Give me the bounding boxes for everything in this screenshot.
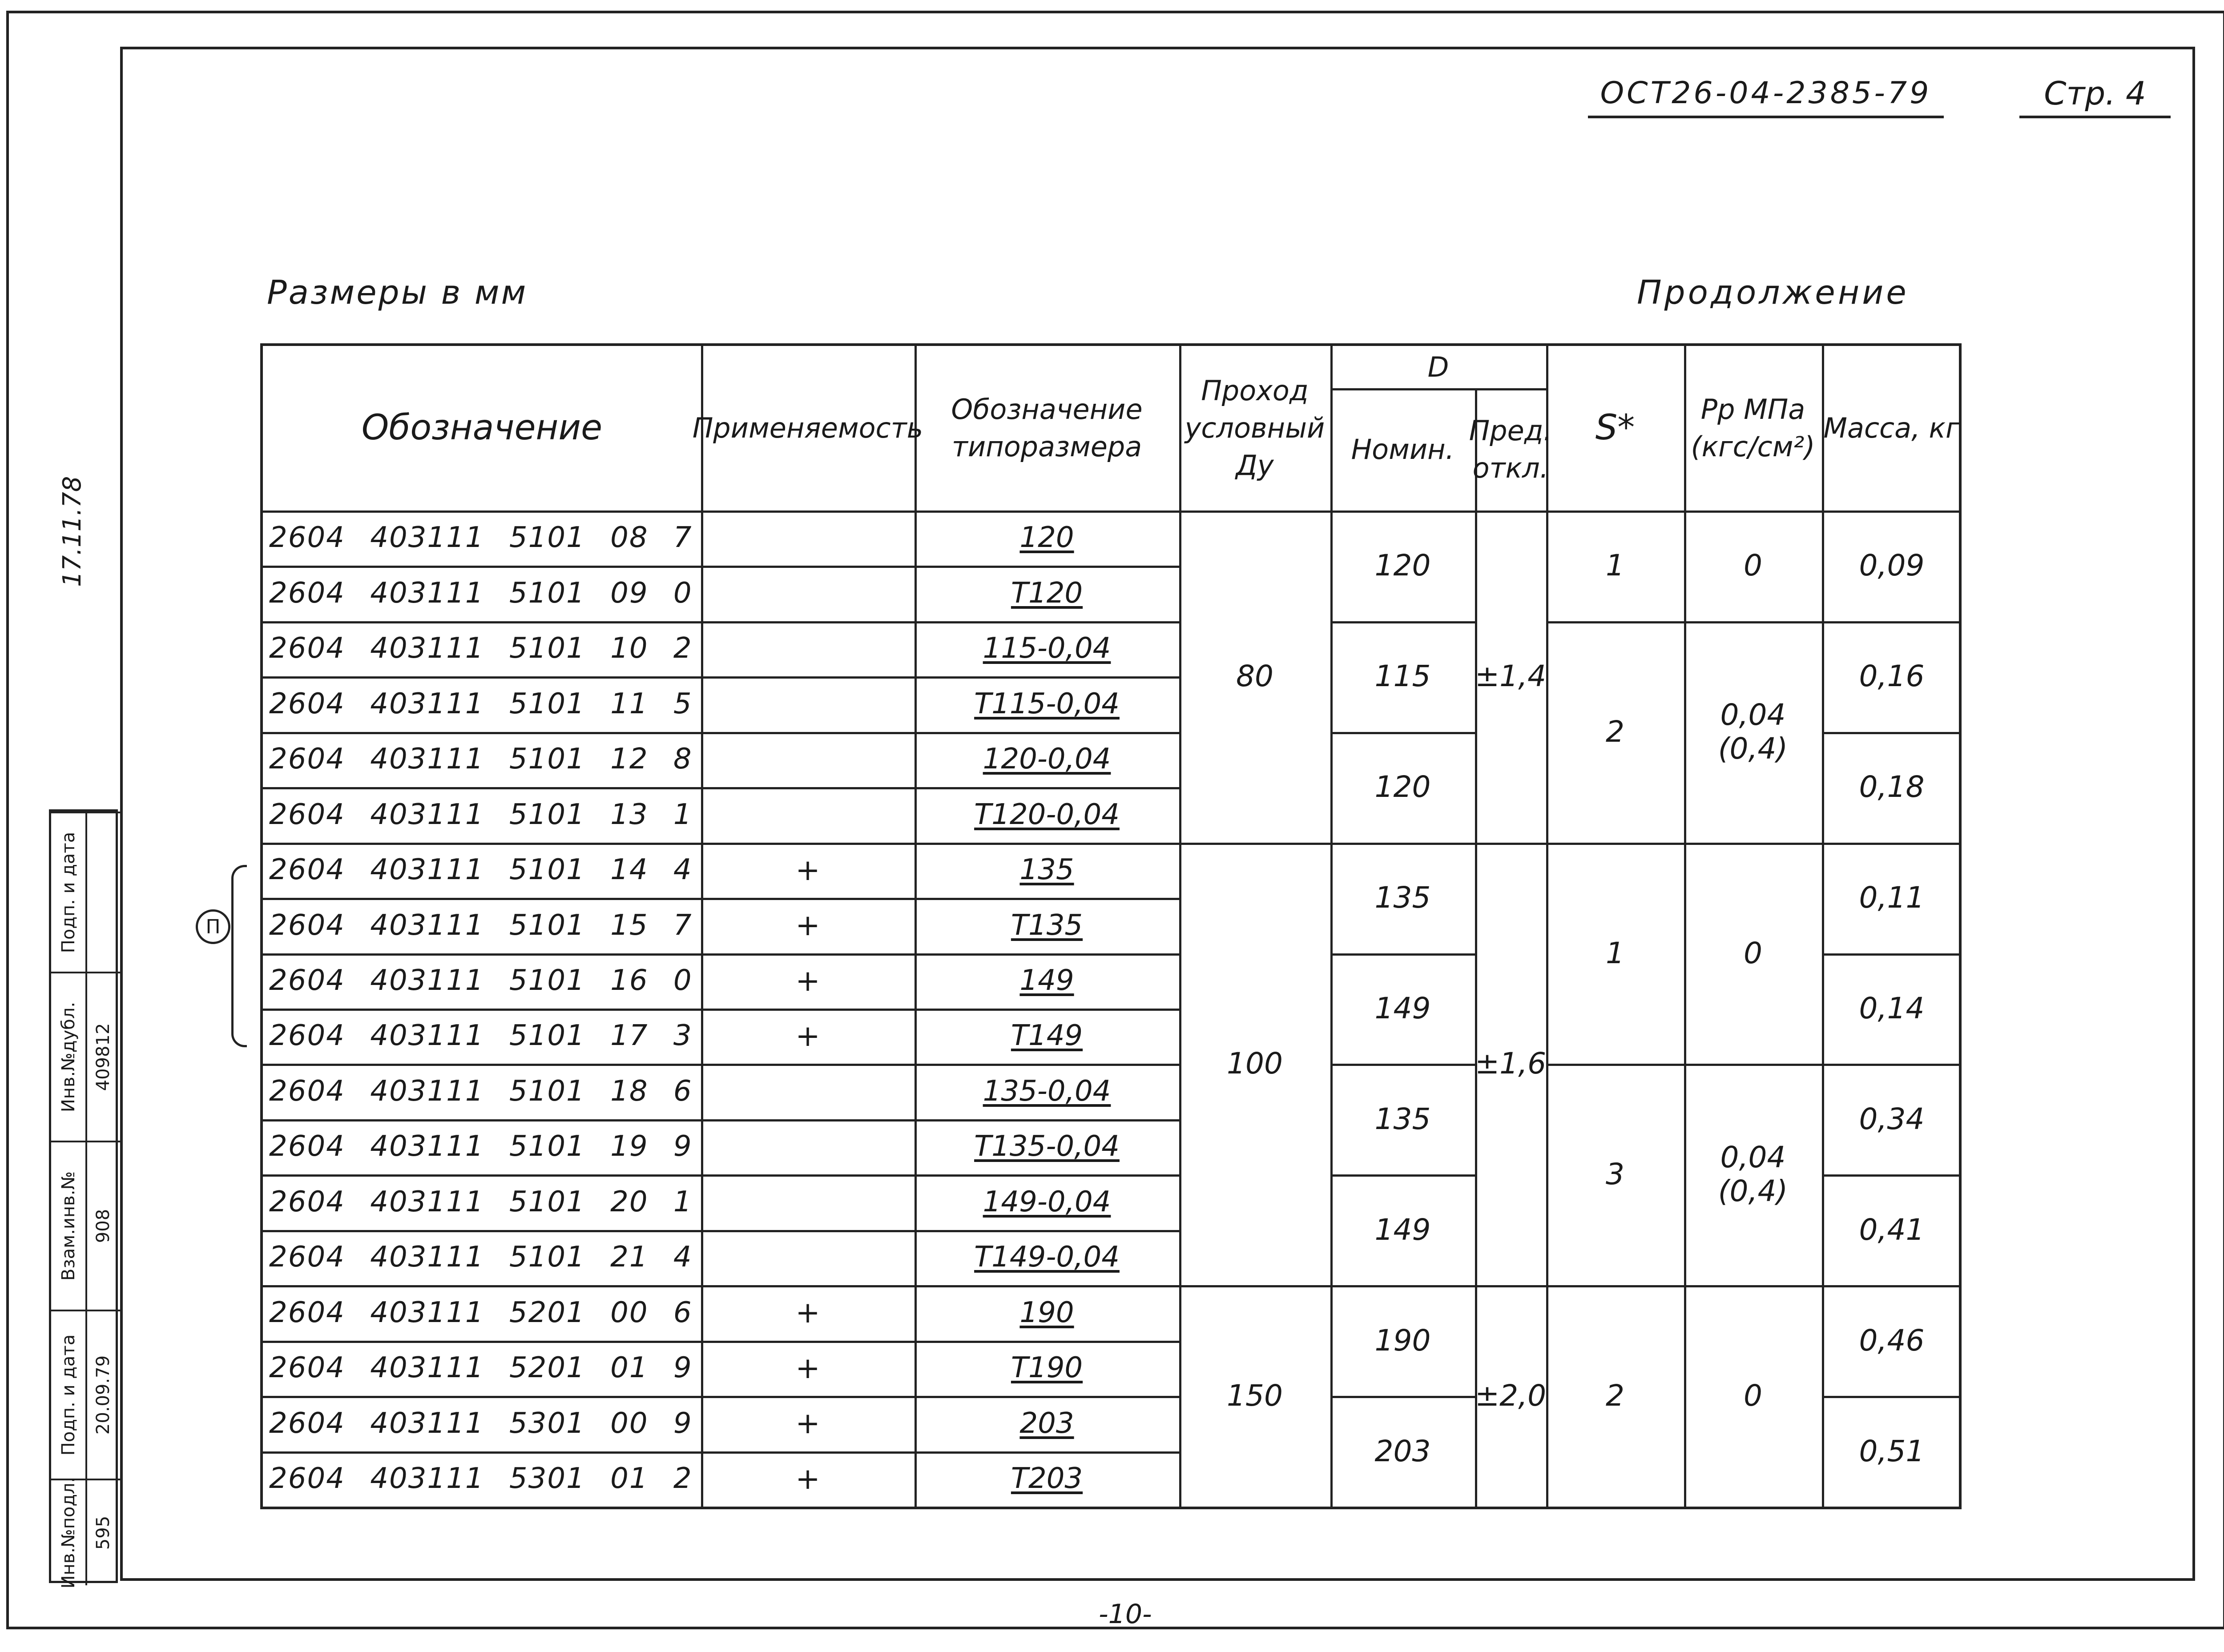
table-row-typesize: Т149 — [1011, 1019, 1083, 1053]
table-row-applicability: + — [795, 1295, 820, 1330]
continuation-label: Продолжение — [1637, 273, 1909, 312]
table-row-designation: 2604 403111 5101 08 7 — [269, 521, 693, 555]
table-row-typesize: Т115-0,04 — [974, 687, 1120, 720]
table-row-designation: 2604 403111 5101 11 5 — [269, 687, 693, 720]
table-row-typesize: Т120 — [1011, 576, 1083, 610]
d-tolerance-group: ±2,0 — [1475, 1379, 1547, 1413]
table-row-typesize: Т120-0,04 — [974, 798, 1120, 831]
d-nominal-group: 135 — [1374, 1101, 1431, 1136]
table-row-applicability — [701, 676, 915, 732]
mass-group: 0,46 — [1859, 1323, 1925, 1358]
d-nominal-group: 120 — [1374, 770, 1431, 804]
pressure-group: 0 — [1744, 548, 1762, 583]
mass-group: 0,16 — [1859, 659, 1925, 694]
stamp-grid — [51, 812, 120, 1589]
table-row-typesize: Т190 — [1011, 1351, 1083, 1385]
table-row-designation: 2604 403111 5101 17 3 — [269, 1019, 693, 1053]
stamp-value: 409812 — [86, 972, 120, 1141]
table-row-typesize: 135 — [1019, 853, 1074, 887]
mass-group: 0,41 — [1859, 1212, 1925, 1247]
table-row-designation: 2604 403111 5101 15 7 — [269, 908, 693, 942]
table-row-designation: 2604 403111 5101 19 9 — [269, 1130, 693, 1163]
pressure-group: 0 — [1744, 936, 1762, 970]
table-row-applicability: + — [795, 1351, 820, 1385]
pressure-group: 0,04 (0,4) — [1718, 1140, 1788, 1209]
table-row-typesize: Т135 — [1011, 908, 1083, 942]
table-row-applicability: + — [795, 1019, 820, 1053]
table-row-designation: 2604 403111 5201 01 9 — [269, 1351, 693, 1385]
mass-group: 0,14 — [1859, 991, 1925, 1026]
table-row-applicability — [701, 1064, 915, 1119]
header-mass: Масса, кг — [1823, 412, 1960, 445]
mass-group: 0,11 — [1859, 880, 1925, 915]
stamp-labels-row — [51, 812, 87, 1589]
table-row-typesize: 149 — [1019, 964, 1074, 997]
mass-group: 0,18 — [1859, 770, 1925, 804]
footer-page-number: -10- — [1099, 1599, 1152, 1630]
table-row-applicability: + — [795, 1461, 820, 1496]
table-row-applicability: + — [795, 1406, 820, 1441]
d-nominal-group: 190 — [1374, 1323, 1431, 1358]
table-row-applicability — [701, 732, 915, 787]
table-row-typesize: 190 — [1019, 1296, 1074, 1329]
header-designation: Обозначение — [361, 408, 603, 448]
table-row-typesize: 120-0,04 — [983, 743, 1111, 776]
table-row-designation: 2604 403111 5101 21 4 — [269, 1241, 693, 1274]
stamp-value: 908 — [86, 1141, 120, 1310]
table-row-typesize: 149-0,04 — [983, 1185, 1111, 1218]
s-group: 3 — [1606, 1157, 1624, 1192]
table-row-applicability — [701, 566, 915, 621]
table-row-applicability — [701, 1230, 915, 1285]
table-row-typesize: Т149-0,04 — [974, 1241, 1120, 1274]
mass-group: 0,34 — [1859, 1101, 1925, 1136]
table-row-applicability — [701, 621, 915, 676]
units-label: Размеры в мм — [267, 273, 528, 312]
table-row-designation: 2604 403111 5101 20 1 — [269, 1185, 693, 1218]
s-group: 2 — [1606, 1379, 1624, 1413]
table-row-typesize: 203 — [1019, 1407, 1074, 1440]
dn-group: 80 — [1236, 659, 1273, 694]
table-row-designation: 2604 403111 5101 14 4 — [269, 853, 693, 887]
d-nominal-group: 135 — [1374, 880, 1431, 915]
s-group: 1 — [1606, 936, 1624, 970]
dimensions-table — [260, 343, 1962, 1509]
pressure-group: 0,04 (0,4) — [1718, 697, 1788, 766]
header-dn: Проход условный Ду — [1185, 374, 1325, 482]
table-row-applicability — [701, 1174, 915, 1230]
header-d-nominal: Номин. — [1351, 433, 1454, 466]
stamp-value — [86, 812, 120, 972]
table-row-applicability: + — [795, 908, 820, 943]
group-marker: П — [196, 909, 230, 944]
pressure-group: 0 — [1744, 1379, 1762, 1413]
stamp-label: Взам.инв.№ — [51, 1141, 85, 1310]
table-row-designation: 2604 403111 5301 00 9 — [269, 1407, 693, 1440]
group-brace — [231, 865, 247, 1047]
header-applicability: Применяемость — [692, 412, 923, 445]
s-group: 1 — [1606, 548, 1624, 583]
header-d: D — [1427, 350, 1449, 383]
table-row-designation: 2604 403111 5101 18 6 — [269, 1074, 693, 1108]
table-row-applicability — [701, 1119, 915, 1174]
table-row-typesize: Т135-0,04 — [974, 1130, 1120, 1163]
table-row-designation: 2604 403111 5201 00 6 — [269, 1296, 693, 1329]
table-row-designation: 2604 403111 5101 10 2 — [269, 632, 693, 665]
mass-group: 0,09 — [1859, 548, 1925, 583]
table-row-applicability: + — [795, 963, 820, 998]
d-nominal-group: 149 — [1374, 1212, 1431, 1247]
dn-group: 150 — [1227, 1379, 1283, 1413]
table-row-applicability — [701, 787, 915, 842]
table-row-designation: 2604 403111 5101 12 8 — [269, 743, 693, 776]
stamp-label: Инв.№дубл. — [51, 972, 85, 1141]
table-row-typesize: 115-0,04 — [983, 632, 1111, 665]
stamp-label: Подп. и дата — [51, 812, 85, 972]
table-row-designation: 2604 403111 5301 01 2 — [269, 1462, 693, 1495]
stamp-value: 20.09.79 — [86, 1310, 120, 1479]
d-tolerance-group: ±1,6 — [1475, 1046, 1547, 1081]
table-row-typesize: Т203 — [1011, 1462, 1083, 1495]
stamp-value: 595 — [86, 1479, 120, 1585]
header-typesize: Обозначение типоразмера — [951, 393, 1143, 463]
stamp-values-row — [86, 812, 120, 1585]
approval-stamp — [49, 809, 118, 1589]
d-nominal-group: 120 — [1374, 548, 1431, 583]
d-nominal-group: 115 — [1374, 659, 1431, 694]
s-group: 2 — [1606, 714, 1624, 749]
page-number: Стр. 4 — [2019, 71, 2171, 118]
header-d-tolerance: Пред. откл. — [1469, 414, 1552, 484]
table-row-designation: 2604 403111 5101 13 1 — [269, 798, 693, 831]
header-pressure: Рр МПа (кгс/см²) — [1691, 393, 1815, 463]
stamp-label: Инв.№подл. — [51, 1479, 85, 1585]
mass-group: 0,51 — [1859, 1434, 1925, 1468]
document-number: ОСТ26-04-2385-79 — [1588, 71, 1944, 118]
d-tolerance-group: ±1,4 — [1475, 659, 1547, 694]
dn-group: 100 — [1227, 1046, 1283, 1081]
stamp-label: Подп. и дата — [51, 1310, 85, 1479]
table-row-applicability: + — [795, 852, 820, 887]
table-row-designation: 2604 403111 5101 09 0 — [269, 576, 693, 610]
table-row-typesize: 120 — [1019, 521, 1074, 555]
table-row-typesize: 135-0,04 — [983, 1074, 1111, 1108]
signature-date: 17.11.78 — [58, 476, 87, 587]
header-s: S* — [1595, 408, 1635, 448]
d-nominal-group: 203 — [1374, 1434, 1431, 1468]
table-row-designation: 2604 403111 5101 16 0 — [269, 964, 693, 997]
table-row-applicability — [701, 510, 915, 566]
d-nominal-group: 149 — [1374, 991, 1431, 1026]
